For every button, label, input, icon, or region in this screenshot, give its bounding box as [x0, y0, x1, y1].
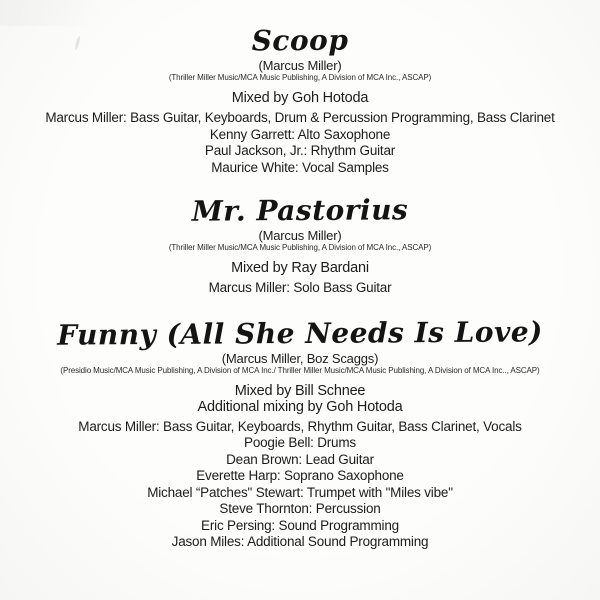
track-writers: (Marcus Miller): [258, 58, 342, 73]
track-section-funny: [0, 314, 600, 551]
mix-credit-line: Mixed by Goh Hotoda: [231, 90, 369, 106]
personnel-list: [0, 419, 600, 551]
personnel-line: Steve Thornton: Percussion: [219, 501, 381, 516]
track-title: Mr. Pastorius: [191, 193, 409, 228]
track-publishing: (Thriller Miller Music/MCA Music Publishing, A Division of MCA Inc., ASCAP): [168, 73, 432, 82]
track-title: Funny (All She Needs Is Love): [57, 314, 543, 352]
personnel-line: Eric Persing: Sound Programming: [201, 517, 399, 533]
personnel-line: Michael “Patches" Stewart: Trumpet with "Miles vibe": [147, 484, 453, 500]
track-title: Scoop: [251, 23, 349, 58]
personnel-line: Dean Brown: Lead Guitar: [226, 451, 374, 467]
mix-credit-line: Additional mixing by Goh Hotoda: [197, 398, 403, 415]
mix-credit-line: Mixed by Bill Schnee: [234, 382, 366, 399]
mix-credit-line: Mixed by Ray Bardani: [231, 260, 369, 276]
personnel-line: Marcus Miller: Bass Guitar, Keyboards, Drum & Percussion Programming, Bass Clarinet: [45, 110, 555, 125]
mix-credits: [0, 383, 600, 415]
personnel-line: Kenny Garrett: Alto Saxophone: [209, 126, 391, 142]
personnel-list: [0, 280, 600, 297]
personnel-line: Poogie Bell: Drums: [244, 435, 356, 450]
scan-corner-shade: [0, 0, 140, 26]
track-writers: (Marcus Miller): [258, 228, 342, 243]
track-writers: (Marcus Miller, Boz Scaggs): [221, 350, 379, 366]
personnel-line: Jason Miles: Additional Sound Programming: [171, 534, 429, 549]
personnel-line: Everette Harp: Soprano Saxophone: [196, 468, 404, 483]
track-section-mr-pastorius: [0, 193, 600, 297]
track-section-scoop: [0, 23, 600, 176]
personnel-line: Marcus Miller: Bass Guitar, Keyboards, Rhythm Guitar, Bass Clarinet, Vocals: [78, 418, 522, 434]
personnel-line: Maurice White: Vocal Samples: [211, 159, 389, 175]
mix-credits: [0, 260, 600, 276]
personnel-line: Paul Jackson, Jr.: Rhythm Guitar: [204, 143, 396, 158]
track-publishing: (Thriller Miller Music/MCA Music Publishing, A Division of MCA Inc., ASCAP): [168, 243, 432, 252]
track-publishing: (Presidio Music/MCA Music Publishing, A Division of MCA Inc./ Thriller Miller Music/MCA Music Publishing, A Division of MCA Inc.., ASCAP): [60, 365, 540, 375]
personnel-list: [0, 110, 600, 176]
mix-credits: [0, 90, 600, 106]
personnel-line: Marcus Miller: Solo Bass Guitar: [208, 280, 392, 295]
